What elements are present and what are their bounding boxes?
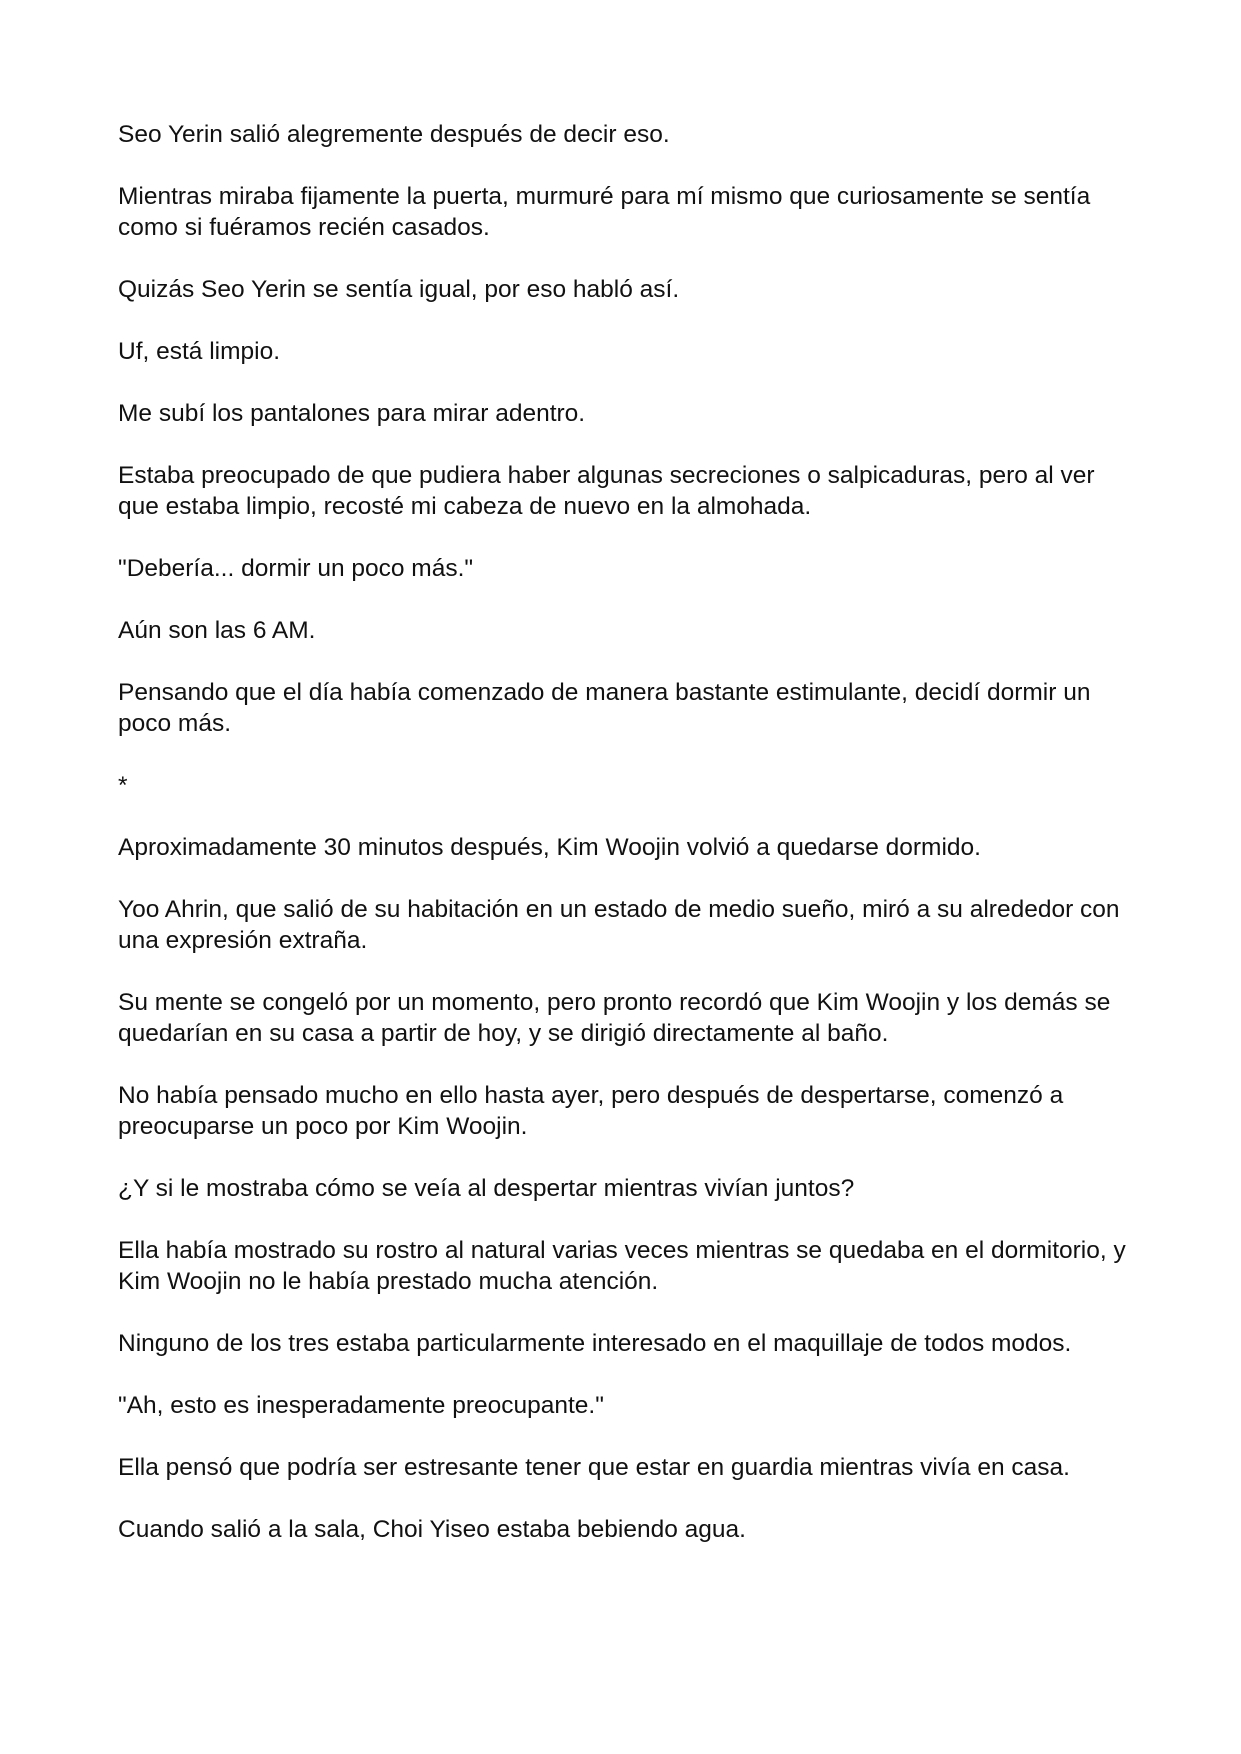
scene-break: * — [118, 772, 128, 799]
document-body — [118, 119, 1128, 1576]
paragraph: Uf, está limpio. — [118, 338, 281, 365]
paragraph: "Debería... dormir un poco más." — [118, 555, 474, 582]
paragraph: Seo Yerin salió alegremente después de decir eso. — [118, 121, 670, 148]
paragraph: Pensando que el día había comenzado de manera bastante estimulante, decidí dormir un poco más. — [118, 679, 1091, 737]
paragraph: Aproximadamente 30 minutos después, Kim Woojin volvió a quedarse dormido. — [118, 834, 981, 861]
paragraph: Cuando salió a la sala, Choi Yiseo estaba bebiendo agua. — [118, 1516, 746, 1543]
paragraph: Ella había mostrado su rostro al natural varias veces mientras se quedaba en el dormitorio, y Kim Woojin no le había prestado mucha atención. — [118, 1237, 1126, 1295]
paragraph: Aún son las 6 AM. — [118, 617, 316, 644]
paragraph: Yoo Ahrin, que salió de su habitación en un estado de medio sueño, miró a su alrededor con una expresión extraña. — [118, 896, 1120, 954]
paragraph: Ninguno de los tres estaba particularmente interesado en el maquillaje de todos modos. — [118, 1330, 1072, 1357]
paragraph: Quizás Seo Yerin se sentía igual, por eso habló así. — [118, 276, 680, 303]
paragraph: Estaba preocupado de que pudiera haber algunas secreciones o salpicaduras, pero al ver que estaba limpio, recosté mi cabeza de nuevo en la almohada. — [118, 462, 1095, 520]
paragraph: No había pensado mucho en ello hasta ayer, pero después de despertarse, comenzó a preocuparse un poco por Kim Woojin. — [118, 1082, 1064, 1140]
paragraph: "Ah, esto es inesperadamente preocupante." — [118, 1392, 604, 1419]
paragraph: Mientras miraba fijamente la puerta, murmuré para mí mismo que curiosamente se sentía como si fuéramos recién casados. — [118, 183, 1091, 241]
paragraph: Su mente se congeló por un momento, pero pronto recordó que Kim Woojin y los demás se quedarían en su casa a partir de hoy, y se dirigió directamente al baño. — [118, 989, 1111, 1047]
paragraph: Me subí los pantalones para mirar adentro. — [118, 400, 586, 427]
paragraph: ¿Y si le mostraba cómo se veía al despertar mientras vivían juntos? — [118, 1175, 855, 1202]
paragraph: Ella pensó que podría ser estresante tener que estar en guardia mientras vivía en casa. — [118, 1454, 1070, 1481]
